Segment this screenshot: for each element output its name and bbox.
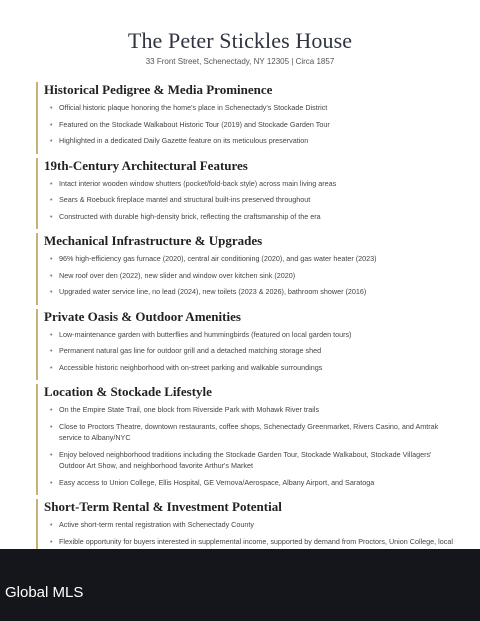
address-subtitle: 33 Front Street, Schenectady, NY 12305 | Circa 1857 <box>145 57 335 66</box>
section-mechanical-upgrades <box>36 231 456 307</box>
list-item: • Easy access to Union College, Ellis Hospital, GE Vernova/Aerospace, Albany Airport, and Saratoga <box>50 477 456 489</box>
list-item: • Highlighted in a dedicated Daily Gazette feature on its meticulous preservation <box>50 135 456 147</box>
list-item: • Low-maintenance garden with butterflies and hummingbirds (featured on local garden tours) <box>50 329 456 341</box>
list-item: • Upgraded water service line, no lead (2024), new toilets (2023 & 2026), bathroom shower (2016) <box>50 286 456 298</box>
section-heading: Mechanical Infrastructure & Upgrades <box>44 233 263 248</box>
feature-sections <box>36 80 456 568</box>
list-item: • Official historic plaque honoring the home's place in Schenectady's Stockade District <box>50 102 456 114</box>
bullet-list <box>44 326 456 383</box>
section-location-lifestyle <box>36 382 456 497</box>
list-item: • Constructed with durable high-density brick, reflecting the craftsmanship of the era <box>50 211 456 223</box>
list-item: • 96% high-efficiency gas furnace (2020), central air conditioning (2020), and gas water heater (2023) <box>50 253 456 265</box>
section-heading: Short-Term Rental & Investment Potential <box>44 499 282 514</box>
mls-label: Global MLS <box>5 584 84 601</box>
bullet-list <box>44 250 456 307</box>
section-architectural-features <box>36 156 456 232</box>
list-item: • Featured on the Stockade Walkabout Historic Tour (2019) and Stockade Garden Tour <box>50 119 456 131</box>
list-item: • On the Empire State Trail, one block from Riverside Park with Mohawk River trails <box>50 404 456 416</box>
section-heading: 19th-Century Architectural Features <box>44 157 248 173</box>
list-item: • Close to Proctors Theatre, downtown restaurants, coffee shops, Schenectady Greenmarket, Rivers Casino, and Amtrak service to Albany/NYC <box>50 421 456 444</box>
section-historical-pedigree <box>36 80 456 156</box>
bullet-list <box>44 401 456 497</box>
bullet-list <box>44 99 456 156</box>
list-item: • Accessible historic neighborhood with on-street parking and walkable surroundings <box>50 362 456 374</box>
list-item: • Permanent natural gas line for outdoor grill and a detached matching storage shed <box>50 345 456 357</box>
section-heading: Private Oasis & Outdoor Amenities <box>44 308 241 324</box>
section-outdoor-amenities <box>36 307 456 383</box>
list-item: • Enjoy beloved neighborhood traditions including the Stockade Garden Tour, Stockade Walkabout, Stockade Villagers' Outdoor Art Show, and neighborhood favorite Arthur's Market <box>50 449 456 472</box>
list-item: • Intact interior wooden window shutters (pocket/fold-back style) across main living areas <box>50 178 456 190</box>
list-item: • New roof over den (2022), new slider and window over kitchen sink (2020) <box>50 270 456 282</box>
list-item: • Sears & Roebuck fireplace mantel and structural built-ins preserved throughout <box>50 194 456 206</box>
bullet-list <box>44 175 456 232</box>
footer-bar <box>0 549 480 621</box>
page-title: The Peter Stickles House <box>127 28 353 53</box>
section-heading: Location & Stockade Lifestyle <box>44 384 212 399</box>
list-item: • Flexible opportunity for buyers interested in supplemental income, supported by demand from Proctors, Union College, local <box>50 536 456 559</box>
document-header <box>0 28 480 67</box>
list-item: • Active short-term rental registration with Schenectady County <box>50 519 456 531</box>
section-heading: Historical Pedigree & Media Prominence <box>44 82 273 97</box>
